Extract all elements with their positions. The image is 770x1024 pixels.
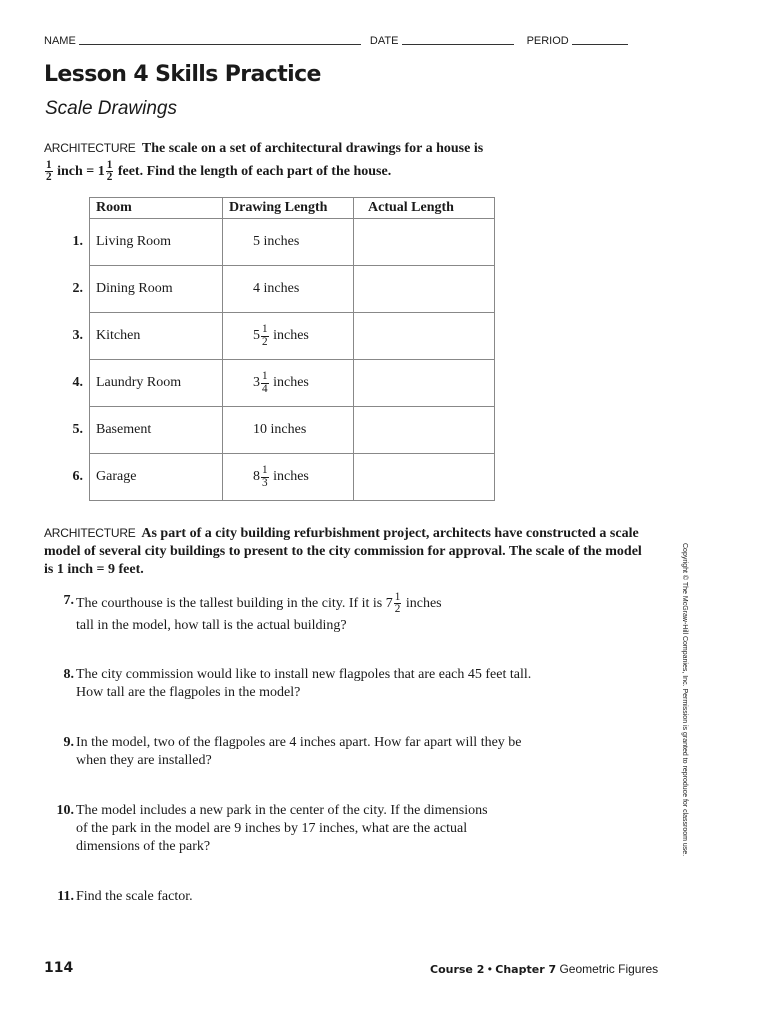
actual-length-answer[interactable] [354, 360, 495, 407]
drawing-length-fraction: $\frac{1}{4}$ [262, 370, 268, 395]
room-name: Basement [90, 407, 223, 454]
question-number: 11. [57, 889, 74, 904]
worksheet-header [44, 34, 628, 47]
actual-length-answer[interactable] [354, 313, 495, 360]
copyright-notice: Copyright © The McGraw-Hill Companies, Inc. Permission is granted to reproduce for classroom use. [681, 543, 688, 857]
scale-fraction-left: $\frac{1}{2}$ [46, 159, 52, 184]
question-8 [44, 666, 546, 702]
question-text: The city commission would like to install new flagpoles that are each 45 feet tall. How tall are the flagpoles in the model? [76, 667, 532, 700]
section1-text-c: feet. Find the length of each part of the house. [117, 163, 392, 179]
question-number: 10. [56, 803, 74, 818]
header-drawing-length: Drawing Length [223, 198, 354, 219]
question-number: 8. [63, 667, 74, 682]
table-row [44, 266, 495, 313]
section2-intro [44, 524, 644, 579]
footer-course: Course 2 [430, 963, 485, 976]
row-number: 3. [72, 328, 83, 343]
table-header-row [44, 198, 495, 219]
date-label: DATE [369, 35, 399, 47]
actual-length-answer[interactable] [354, 219, 495, 266]
actual-length-answer[interactable] [354, 266, 495, 313]
room-name: Laundry Room [90, 360, 223, 407]
row-number: 5. [72, 422, 83, 437]
drawing-length: 8 $\frac{1}{3}$ inches [223, 454, 354, 501]
section1-text-b: inch = 1 [57, 163, 105, 179]
question-7: 7. The courthouse is the tallest building in the city. If it is 7 $\frac{1}{2}$ inches tall in the model, how tall is the actual building? [44, 592, 546, 635]
name-blank[interactable] [79, 34, 361, 45]
drawing-length: 10 inches [223, 407, 354, 454]
question-11 [44, 888, 546, 906]
room-name: Garage [90, 454, 223, 501]
drawing-length-fraction: $\frac{1}{2}$ [262, 323, 268, 348]
page-title: Lesson 4 Skills Practice [44, 62, 321, 87]
drawing-length: 4 inches [223, 266, 354, 313]
drawing-length-fraction: $\frac{1}{3}$ [262, 464, 268, 489]
drawing-length: 5 inches [223, 219, 354, 266]
period-blank[interactable] [572, 34, 628, 45]
question-text: In the model, two of the flagpoles are 4 inches apart. How far apart will they be when they are installed? [76, 735, 522, 768]
question-text: The model includes a new park in the center of the city. If the dimensions of the park in the model are 9 inches by 17 inches, what are the actual dimensions of the park? [76, 803, 488, 854]
room-name: Kitchen [90, 313, 223, 360]
footer-course-info: Course 2 • Chapter 7 Geometric Figures [430, 962, 659, 976]
section1-text-a: The scale on a set of architectural drawings for a house is [141, 141, 484, 156]
header-actual-length: Actual Length [354, 198, 495, 219]
question-10 [44, 802, 496, 856]
section1-intro [44, 139, 644, 183]
date-blank[interactable] [402, 34, 514, 45]
row-number: 1. [72, 234, 83, 249]
section2-tag: ARCHITECTURE [44, 526, 136, 540]
table-row [44, 454, 495, 501]
room-name: Living Room [90, 219, 223, 266]
question-9 [44, 734, 546, 770]
room-name: Dining Room [90, 266, 223, 313]
page-subtitle: Scale Drawings [45, 98, 177, 119]
header-room: Room [90, 198, 223, 219]
drawing-length: 3 $\frac{1}{4}$ inches [223, 360, 354, 407]
section2-text: As part of a city building refurbishment project, architects have constructed a scale model of several city buildings to present to the city commission for approval. The scale of the model is 1 inch = 9 feet. [44, 526, 642, 577]
section1-tag: ARCHITECTURE [44, 141, 136, 155]
row-number: 2. [72, 281, 83, 296]
page-number: 114 [44, 960, 74, 976]
table-row [44, 360, 495, 407]
actual-length-answer[interactable] [354, 407, 495, 454]
period-label: PERIOD [526, 35, 569, 47]
question-number: 9. [63, 735, 74, 750]
scale-fraction-right: $\frac{1}{2}$ [106, 159, 113, 184]
question-text: Find the scale factor. [76, 889, 193, 904]
question-number: 7. [63, 593, 74, 608]
scale-table [44, 197, 495, 501]
question-7-fraction: $\frac{1}{2}$ [394, 591, 401, 616]
name-label: NAME [44, 35, 76, 47]
drawing-length: 5 $\frac{1}{2}$ inches [223, 313, 354, 360]
row-number: 4. [72, 375, 83, 390]
table-row [44, 407, 495, 454]
table-row [44, 313, 495, 360]
footer-chapter: Chapter 7 [495, 963, 557, 976]
table-row [44, 219, 495, 266]
actual-length-answer[interactable] [354, 454, 495, 501]
footer-topic: Geometric Figures [559, 962, 659, 976]
row-number: 6. [72, 469, 83, 484]
